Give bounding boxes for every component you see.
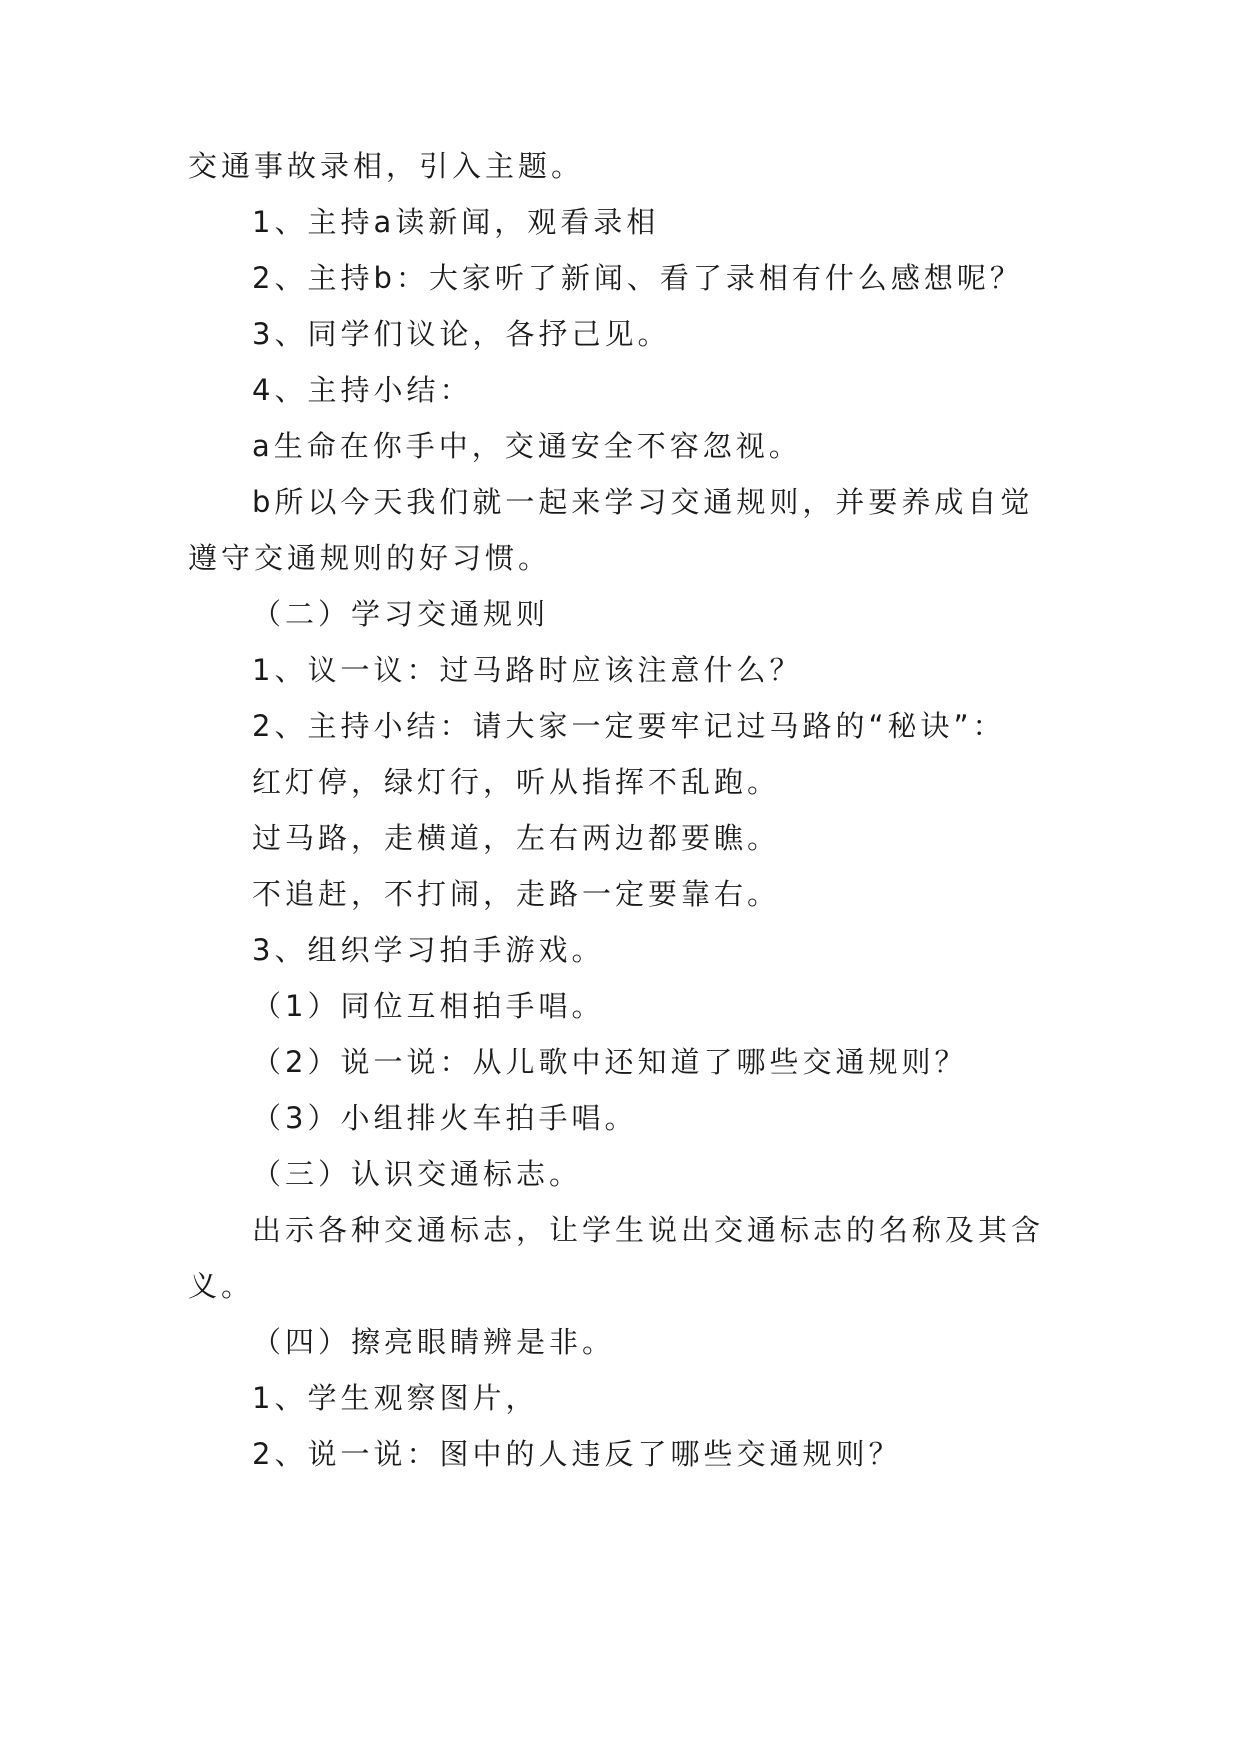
text-line: 4、主持小结： (252, 373, 473, 407)
section-heading: （二）学习交通规则 (252, 597, 550, 631)
text-line: （2）说一说：从儿歌中还知道了哪些交通规则？ (252, 1045, 968, 1079)
section-heading: （三）认识交通标志。 (252, 1157, 583, 1191)
text-line: 过马路，走横道，左右两边都要瞧。 (252, 821, 781, 855)
text-line: a生命在你手中，交通安全不容忽视。 (252, 429, 802, 463)
section-heading: （四）擦亮眼睛辨是非。 (252, 1325, 616, 1359)
text-line: 不追赶，不打闹，走路一定要靠右。 (252, 877, 781, 911)
text-line: 交通事故录相，引入主题。 (188, 149, 585, 183)
text-line: 2、主持b：大家听了新闻、看了录相有什么感想呢？ (252, 261, 1023, 295)
text-line: （3）小组排火车拍手唱。 (252, 1101, 638, 1135)
text-line: 3、组织学习拍手游戏。 (252, 933, 605, 967)
text-line: 3、同学们议论，各抒己见。 (252, 317, 671, 351)
text-line: 1、主持a读新闻，观看录相 (252, 205, 660, 239)
text-line: （1）同位互相拍手唱。 (252, 989, 605, 1023)
text-line: 1、议一议：过马路时应该注意什么？ (252, 653, 803, 687)
text-line: 义。 (188, 1269, 255, 1303)
text-line: 2、说一说：图中的人违反了哪些交通规则？ (252, 1437, 902, 1471)
text-line: 遵守交通规则的好习惯。 (188, 541, 552, 575)
text-line: b所以今天我们就一起来学习交通规则，并要养成自觉 (252, 485, 1034, 519)
text-line: 出示各种交通标志，让学生说出交通标志的名称及其含 (252, 1213, 1045, 1247)
text-line: 红灯停，绿灯行，听从指挥不乱跑。 (252, 765, 781, 799)
text-line: 2、主持小结：请大家一定要牢记过马路的“秘诀”： (252, 709, 1006, 743)
text-line: 1、学生观察图片， (252, 1381, 539, 1415)
